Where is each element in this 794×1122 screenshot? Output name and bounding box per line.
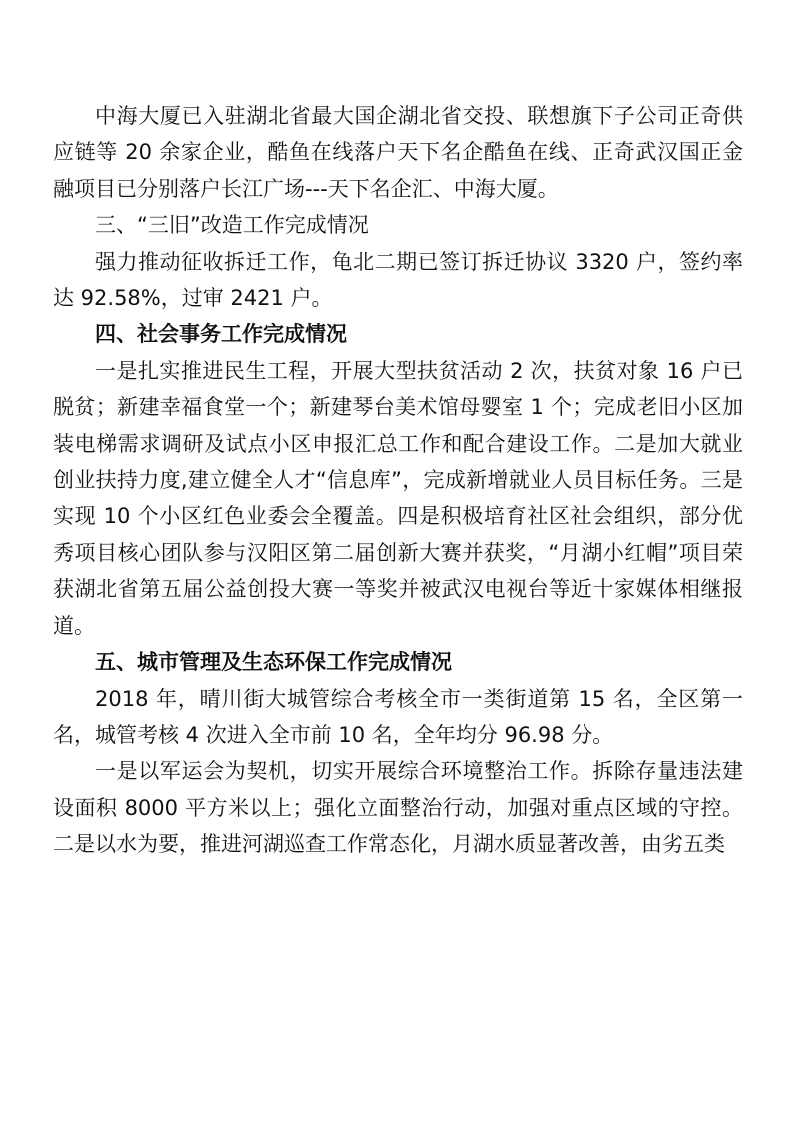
paragraph-zhonghai-building: 中海大厦已入驻湖北省最大国企湖北省交投、联想旗下子公司正奇供应链等 20 余家企业，酷鱼在线落户天下名企酷鱼在线、正奇武汉国正金融项目已分别落户长江广场---天下名企汇、中海大厦。 [53, 104, 743, 201]
section-heading-three-old-renovation: 三、“三旧”改造工作完成情况 [95, 213, 369, 238]
paragraph-livelihood-projects: 一是扎实推进民生工程，开展大型扶贫活动 2 次，扶贫对象 16 户已脱贫；新建幸福食堂一个；新建琴台美术馆母婴室 1 个；完成老旧小区加装电梯需求调研及试点小区申报汇总工作和配合建设工作。二是加大就业创业扶持力度,建立健全人才“信息库”，完成新增就业人员目标任务。三是实现 10 个小区红色业委会全覆盖。四是积极培育社区社会组织，部分优秀项目核心团队参与汉阳区第二届创新大赛并获奖，“月湖小红帽”项目荣获湖北省第五届公益创投大赛一等奖并被武汉电视台等近十家媒体相继报道。 [53, 358, 743, 638]
section-heading-urban-management: 五、城市管理及生态环保工作完成情况 [95, 650, 452, 675]
section-heading-social-affairs: 四、社会事务工作完成情况 [95, 322, 347, 347]
paragraph-assessment-results: 2018 年，晴川街大城管综合考核全市一类街道第 15 名，全区第一名，城管考核 4 次进入全市前 10 名，全年均分 96.98 分。 [53, 686, 743, 747]
paragraph-environment-rectification: 一是以军运会为契机，切实开展综合环境整治工作。拆除存量违法建设面积 8000 平方米以上；强化立面整治行动，加强对重点区域的守控。二是以水为要，推进河湖巡查工作常态化，月湖水质显著改善，由劣五类 [53, 759, 743, 857]
document-page [53, 98, 743, 863]
paragraph-demolition: 强力推动征收拆迁工作，龟北二期已签订拆迁协议 3320 户，签约率达 92.58%，过审 2421 户。 [53, 249, 743, 311]
